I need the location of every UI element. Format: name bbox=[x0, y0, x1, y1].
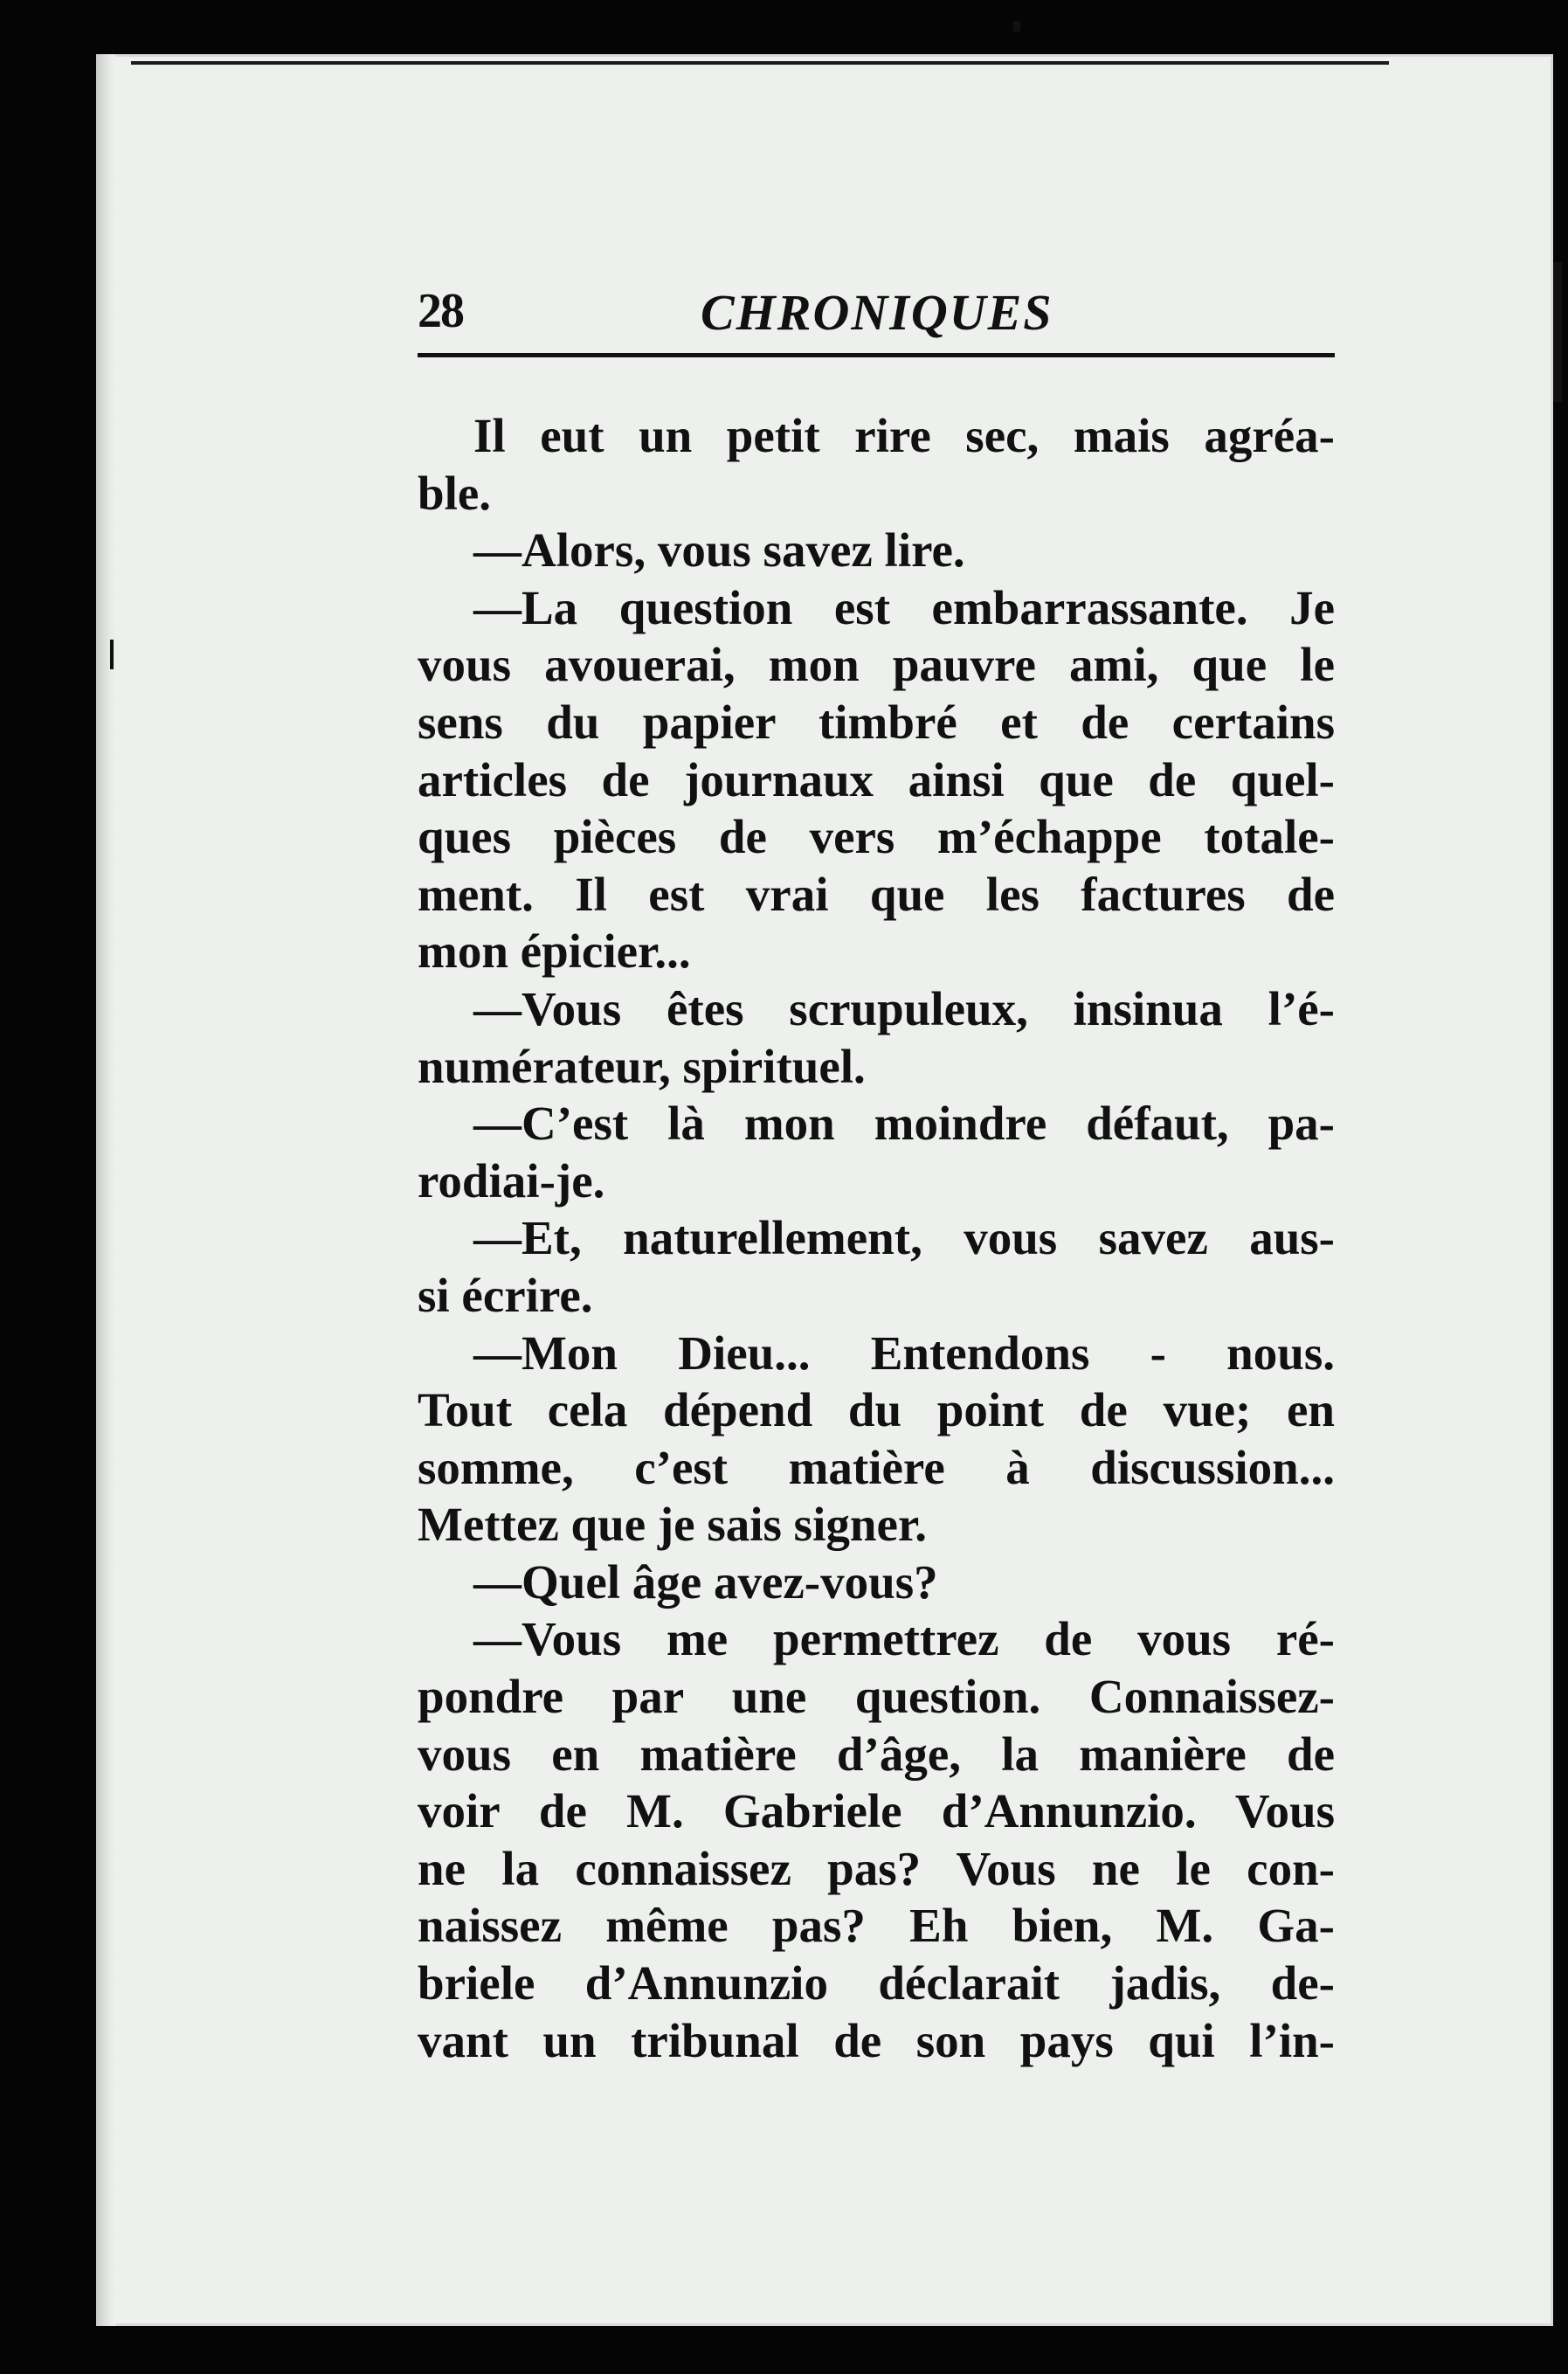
page-number: 28 bbox=[418, 284, 463, 338]
text-line: articles de journaux ainsi que de quel- bbox=[418, 752, 1335, 806]
running-header bbox=[418, 278, 1335, 358]
text-line: somme, c’est matière à discussion... bbox=[418, 1440, 1335, 1494]
text-line: —Quel âge avez-vous? bbox=[473, 1554, 938, 1609]
body-text bbox=[418, 407, 1335, 2069]
text-line: naissez même pas? Eh bien, M. Ga- bbox=[418, 1899, 1335, 1953]
scan-speck bbox=[1553, 262, 1562, 402]
text-line: —C’est là mon moindre défaut, pa- bbox=[473, 1097, 1335, 1151]
text-line: Il eut un petit rire sec, mais agréa- bbox=[473, 409, 1335, 462]
text-line: mon épicier... bbox=[418, 924, 691, 979]
text-line: ble. bbox=[418, 466, 492, 520]
text-line: vant un tribunal de son pays qui l’in- bbox=[418, 2013, 1335, 2067]
text-line: —Et, naturellement, vous savez aus- bbox=[473, 1211, 1335, 1265]
text-line: —La question est embarrassante. Je bbox=[473, 580, 1335, 634]
running-title: CHRONIQUES bbox=[701, 284, 1053, 341]
text-line: vous en matière d’âge, la manière de bbox=[418, 1727, 1335, 1781]
text-line: Mettez que je sais signer. bbox=[418, 1498, 927, 1552]
text-line: numérateur, spirituel. bbox=[418, 1039, 866, 1093]
header-rule bbox=[418, 353, 1335, 357]
text-line: —Mon Dieu... Entendons - nous. bbox=[473, 1325, 1335, 1380]
text-line: —Vous me permettrez de vous ré- bbox=[473, 1612, 1335, 1666]
text-line: si écrire. bbox=[418, 1268, 593, 1322]
page-left-edge bbox=[96, 54, 115, 2326]
text-line: rodiai-je. bbox=[418, 1153, 605, 1208]
text-line: ment. Il est vrai que les factures de bbox=[418, 867, 1335, 921]
text-line: vous avouerai, mon pauvre ami, que le bbox=[418, 638, 1335, 692]
text-line: ne la connaissez pas? Vous ne le con- bbox=[418, 1841, 1335, 1895]
text-line: —Alors, vous savez lire. bbox=[473, 523, 965, 578]
text-line: voir de M. Gabriele d’Annunzio. Vous bbox=[418, 1784, 1335, 1838]
text-line: Tout cela dépend du point de vue; en bbox=[418, 1383, 1335, 1437]
scan-speck bbox=[110, 640, 114, 669]
text-line: pondre par une question. Connaissez- bbox=[418, 1670, 1335, 1724]
text-line: briele d’Annunzio déclarait jadis, de- bbox=[418, 1956, 1335, 2011]
scan-top-edge-line bbox=[131, 61, 1389, 65]
text-line: sens du papier timbré et de certains bbox=[418, 695, 1335, 749]
text-line: —Vous êtes scrupuleux, insinua l’é- bbox=[473, 981, 1335, 1035]
text-line: ques pièces de vers m’échappe totale- bbox=[418, 810, 1335, 864]
scan-speck bbox=[1013, 21, 1020, 31]
